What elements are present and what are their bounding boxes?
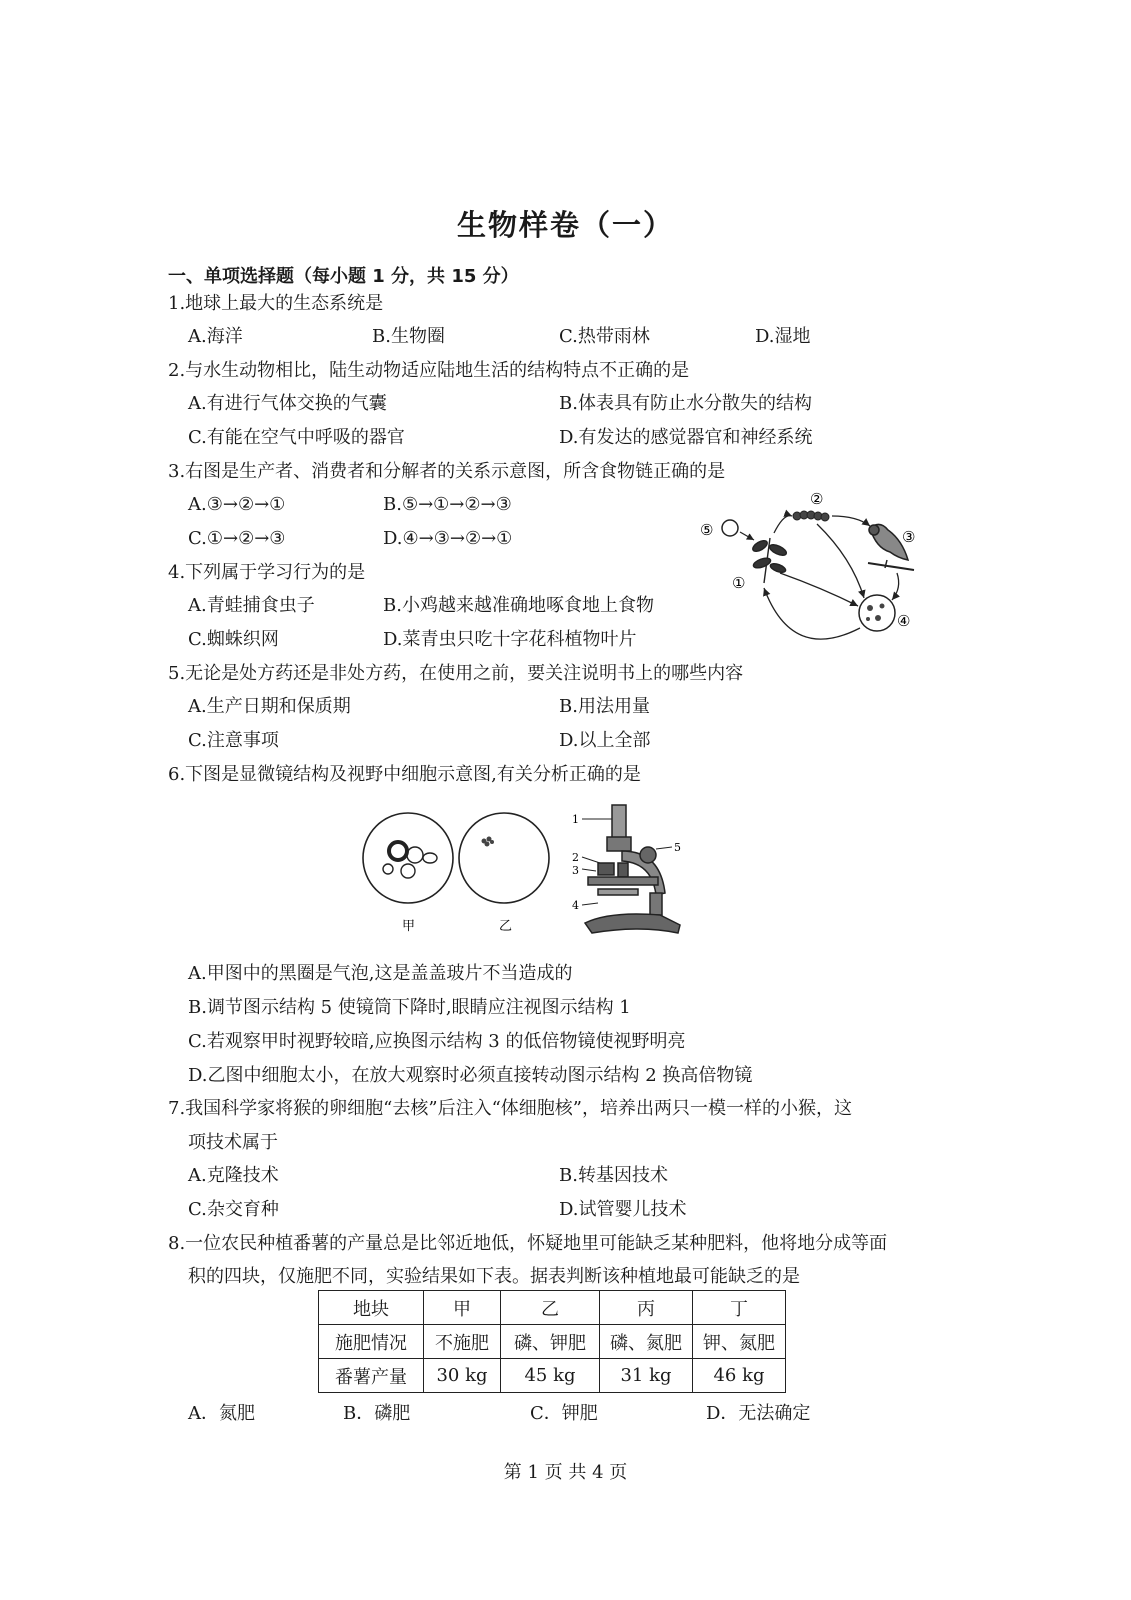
- figure-label: 4: [572, 899, 579, 912]
- figure-label: 1: [572, 813, 579, 826]
- option: A.有进行气体交换的气囊: [188, 393, 387, 414]
- table-cell: 30 kg: [424, 1359, 501, 1393]
- option: B.调节图示结构 5 使镜筒下降时,眼睛应注视图示结构 1: [188, 997, 631, 1018]
- figure-label: 2: [572, 851, 579, 864]
- option: B.体表具有防止水分散失的结构: [559, 393, 812, 414]
- table-row: [319, 1291, 786, 1325]
- sun-icon: [722, 520, 738, 536]
- page-footer: 第 1 页 共 4 页: [503, 1462, 628, 1483]
- option: A.海洋: [188, 326, 243, 347]
- table-cell: 丁: [693, 1291, 786, 1325]
- decomposer-icon: [859, 595, 895, 631]
- option: A.青蛙捕食虫子: [188, 595, 315, 616]
- figure-label: 乙: [499, 919, 513, 934]
- option: D.湿地: [755, 326, 811, 347]
- question-8-stem-cont: 积的四块，仅施肥不同，实验结果如下表。据表判断该种植地最可能缺乏的是: [188, 1266, 800, 1287]
- option: A．氮肥: [188, 1403, 255, 1424]
- figure-label: ①: [732, 574, 746, 592]
- plant-icon: [751, 538, 788, 583]
- table-cell: 施肥情况: [319, 1325, 424, 1359]
- question-3-stem: 3.右图是生产者、消费者和分解者的关系示意图，所含食物链正确的是: [168, 461, 726, 482]
- table-cell: 钾、氮肥: [693, 1325, 786, 1359]
- question-4-stem: 4.下列属于学习行为的是: [168, 562, 366, 583]
- table-cell: 不施肥: [424, 1325, 501, 1359]
- option: D.乙图中细胞太小，在放大观察时必须直接转动图示结构 2 换高倍物镜: [188, 1065, 753, 1086]
- option: C.①→②→③: [188, 528, 286, 549]
- figure-label: ③: [902, 528, 916, 546]
- section-heading: 一、单项选择题（每小题 1 分，共 15 分）: [168, 266, 519, 287]
- figure-label: 甲: [402, 919, 416, 934]
- option: B.⑤→①→②→③: [383, 494, 512, 515]
- question-1-stem: 1.地球上最大的生态系统是: [168, 293, 384, 314]
- table-cell: 丙: [600, 1291, 693, 1325]
- table-cell: 乙: [501, 1291, 600, 1325]
- table-cell: 磷、氮肥: [600, 1325, 693, 1359]
- option: C．钾肥: [530, 1403, 598, 1424]
- ecosystem-diagram: [692, 488, 932, 668]
- option: D.以上全部: [559, 730, 651, 751]
- table-cell: 番薯产量: [319, 1359, 424, 1393]
- figure-label: ⑤: [700, 521, 714, 539]
- option: A.克隆技术: [188, 1165, 279, 1186]
- option: D.有发达的感觉器官和神经系统: [559, 427, 813, 448]
- option: C.若观察甲时视野较暗,应换图示结构 3 的低倍物镜使视野明亮: [188, 1031, 686, 1052]
- question-7-stem: 7.我国科学家将猴的卵细胞“去核”后注入“体细胞核”，培养出两只一模一样的小猴，这: [168, 1098, 852, 1119]
- option: C.杂交育种: [188, 1199, 279, 1220]
- option: A.生产日期和保质期: [188, 696, 351, 717]
- figure-label: 5: [674, 841, 681, 854]
- table-cell: 甲: [424, 1291, 501, 1325]
- option: B.生物圈: [372, 326, 445, 347]
- question-8-stem: 8.一位农民种植番薯的产量总是比邻近地低，怀疑地里可能缺乏某种肥料，他将地分成等面: [168, 1233, 888, 1254]
- table-cell: 地块: [319, 1291, 424, 1325]
- question-7-stem-cont: 项技术属于: [188, 1132, 278, 1153]
- microscope-icon: [585, 805, 680, 933]
- option: C.蜘蛛织网: [188, 629, 279, 650]
- fertilizer-table: [318, 1290, 786, 1393]
- question-5-stem: 5.无论是处方药还是非处方药，在使用之前，要关注说明书上的哪些内容: [168, 663, 744, 684]
- figure-label: ②: [810, 490, 824, 508]
- option: C.注意事项: [188, 730, 279, 751]
- table-cell: 45 kg: [501, 1359, 600, 1393]
- option: D.④→③→②→①: [383, 528, 513, 549]
- option: D．无法确定: [706, 1403, 811, 1424]
- option: C.热带雨林: [559, 326, 650, 347]
- question-2-stem: 2.与水生动物相比，陆生动物适应陆地生活的结构特点不正确的是: [168, 360, 690, 381]
- option: B.转基因技术: [559, 1165, 668, 1186]
- option: D.菜青虫只吃十字花科植物叶片: [383, 629, 637, 650]
- option: B.小鸡越来越准确地啄食地上食物: [383, 595, 654, 616]
- table-row: [319, 1325, 786, 1359]
- option: A.③→②→①: [188, 494, 286, 515]
- option: B.用法用量: [559, 696, 650, 717]
- figure-label: 3: [572, 864, 579, 877]
- option: D.试管婴儿技术: [559, 1199, 687, 1220]
- table-cell: 磷、钾肥: [501, 1325, 600, 1359]
- view-circle-yi: [459, 813, 549, 903]
- microscope-figure: [360, 803, 690, 948]
- figure-label: ④: [897, 612, 911, 630]
- option: A.甲图中的黑圈是气泡,这是盖盖玻片不当造成的: [188, 963, 573, 984]
- caterpillar-icon: [793, 511, 829, 521]
- question-6-stem: 6.下图是显微镜结构及视野中细胞示意图,有关分析正确的是: [168, 764, 641, 785]
- table-row: [319, 1359, 786, 1393]
- option: C.有能在空气中呼吸的器官: [188, 427, 405, 448]
- option: B．磷肥: [343, 1403, 411, 1424]
- page-title: 生物样卷（一）: [456, 208, 674, 242]
- table-cell: 46 kg: [693, 1359, 786, 1393]
- table-cell: 31 kg: [600, 1359, 693, 1393]
